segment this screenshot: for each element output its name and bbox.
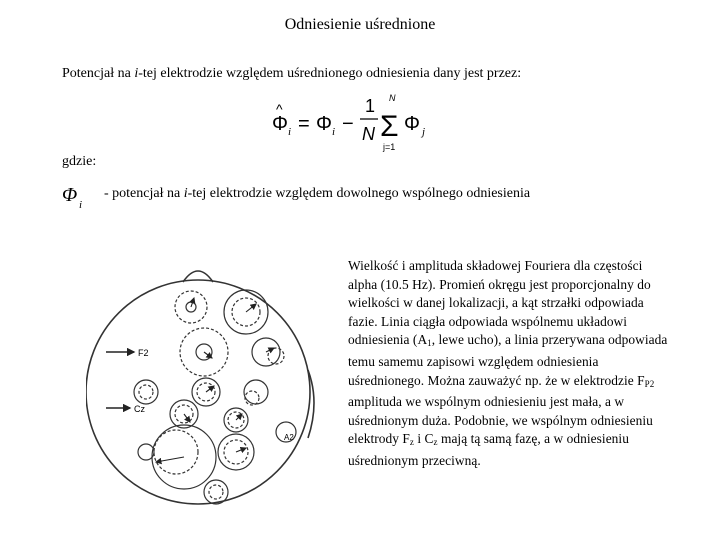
desc-sub2: P2 (644, 378, 655, 389)
intro-part1: Potencjał na (62, 66, 135, 81)
label-fp2: F2 (138, 348, 149, 358)
def-index: i (183, 186, 188, 201)
formula-phi-j: Φ (404, 113, 420, 135)
figure-description (348, 257, 668, 471)
desc-p4: i C (413, 431, 434, 447)
label-cz: Cz (134, 404, 145, 414)
formula-phi-hat: Φ (272, 113, 288, 135)
formula-equals: = (298, 113, 310, 135)
desc-p3: amplituda we wspólnym odniesieniu jest mała, a w uśrednionym duża. Podobnie, we wspólnym odniesieniu elektrody F (348, 394, 653, 447)
formula-numerator: 1 (365, 96, 376, 116)
desc-p5: mają tą samą fazę, a w odniesieniu uśrednionym przeciwną. (348, 431, 629, 468)
intro-text (62, 64, 562, 83)
desc-sub4: z (433, 437, 438, 448)
formula-denominator: N (362, 124, 375, 144)
formula-sub-j: j (422, 126, 426, 138)
intro-index: i (134, 66, 139, 81)
label-a2: A2 (284, 433, 294, 442)
desc-p2: , lewe ucho), a linia przerywana odpowiada temu samemu zapisowi względem odniesienia uśrednionego. Można zauważyć np. że w elektrodzie F (348, 332, 668, 388)
formula-hat: ^ (276, 101, 283, 117)
desc-sub1: 1 (427, 338, 432, 349)
formula-sum-lower: j=1 (383, 142, 396, 152)
scalp-fourier-map (86, 252, 316, 522)
desc-p1: Wielkość i amplituda składowej Fouriera dla częstości alpha (10.5 Hz). Promień okręgu jest proporcjonalny do wielkości w danej lokalizacji, a kąt strzałki odpowiada fazie. Linia ciągła odpowiada wspólnemu układowi odniesienia (A (348, 258, 651, 348)
scalp-outline (86, 280, 310, 504)
formula-sub-i-2: i (332, 126, 336, 138)
where-label: gdzie: (62, 154, 97, 169)
def-part1: - potencjał na (104, 186, 184, 201)
phi-definition (104, 186, 530, 202)
formula-sigma: Σ (380, 110, 399, 143)
formula-phi: Φ (316, 113, 332, 135)
phi-symbol: Φ (62, 184, 78, 206)
desc-sub3: z (409, 437, 414, 448)
average-reference-formula (270, 92, 440, 156)
formula-sum-upper: N (389, 93, 396, 103)
def-part2: -tej elektrodzie względem dowolnego wspólnego odniesienia (187, 186, 531, 201)
page-title: Odniesienie uśrednione (284, 16, 436, 33)
intro-part2: -tej elektrodzie względem uśrednionego odniesienia dany jest przez: (138, 66, 522, 81)
electrode-circles (134, 290, 296, 504)
formula-sub-i: i (288, 126, 292, 138)
formula-minus: − (342, 113, 354, 135)
phi-subscript: i (79, 199, 83, 211)
